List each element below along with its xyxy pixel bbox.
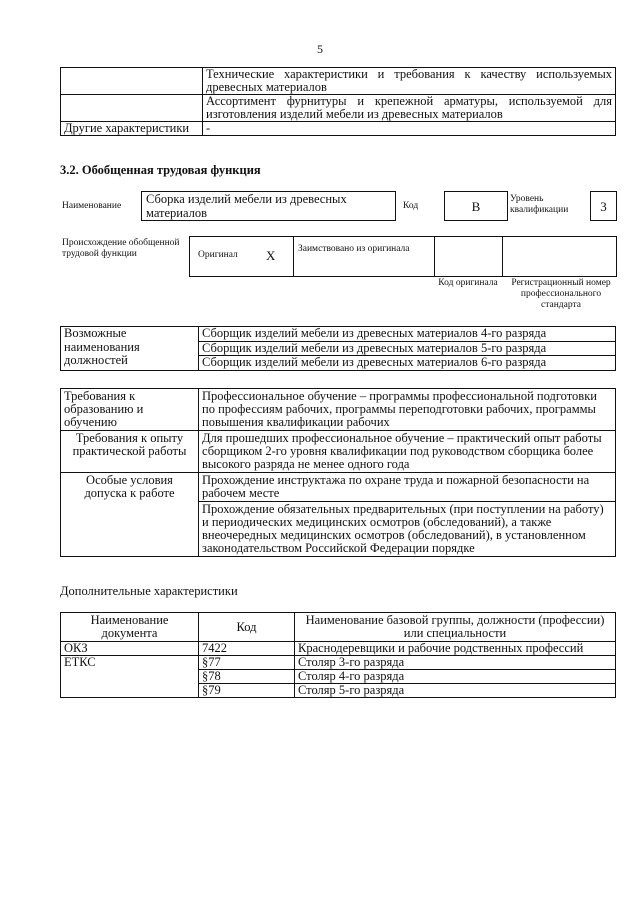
level-value: 3 [590,191,617,221]
characteristics-table [60,67,616,136]
other-characteristics-value: - [203,122,616,136]
position-item: Сборщик изделий мебели из древесных материалов 4-го разряда [199,327,616,342]
section-title: 3.2. Обобщенная трудовая функция [60,163,261,177]
original-label: Оригинал [198,250,238,260]
experience-label: Требования к опыту практической работы [61,431,199,473]
additional-title: Дополнительные характеристики [60,584,238,598]
table-cell-name: Столяр 3-го разряда [295,656,616,670]
divider [434,237,435,276]
special-conditions-label: Особые условия допуска к работе [61,473,199,557]
positions-label: Возможные наименования должностей [61,327,199,371]
code-original-caption: Код оригинала [438,278,498,288]
position-item: Сборщик изделий мебели из древесных материалов 5-го разряда [199,341,616,356]
additional-table [60,612,616,698]
origin-row-box [189,236,617,277]
name-label: Наименование [62,201,122,211]
page-number: 5 [317,42,323,56]
positions-table [60,326,616,371]
education-value: Профессиональное обучение – программы профессиональной подготовки по профессиям рабочих, программы переподготовки рабочих, программы повышения квалификации рабочих [199,389,616,431]
empty-label-cell [61,95,203,122]
gtf-name-value: Сборка изделий мебели из древесных материалов [141,191,396,221]
table-cell-doc: ЕТКС [61,656,199,698]
position-item: Сборщик изделий мебели из древесных материалов 6-го разряда [199,356,616,371]
reg-number-caption: Регистрационный номер профессионального стандарта [511,278,611,310]
header-code: Код [199,613,295,642]
other-characteristics-label: Другие характеристики [61,122,203,136]
table-cell-code: §78 [199,670,295,684]
level-label: Уровень квалификации [510,194,569,215]
divider [502,237,503,276]
table-cell-doc: ОКЗ [61,642,199,656]
table-cell-name: Столяр 5-го разряда [295,684,616,698]
characteristic-row: Ассортимент фурнитуры и крепежной арматуры, используемой для изготовления изделий мебели из древесных материалов [203,95,616,122]
divider [293,237,294,276]
table-cell-code: 7422 [199,642,295,656]
education-label: Требования к образованию и обучению [61,389,199,431]
characteristic-row: Технические характеристики и требования к качеству используемых древесных материалов [203,68,616,95]
gtf-code-value: В [444,191,508,221]
original-mark: X [266,248,276,263]
code-label: Код [403,201,419,211]
table-cell-code: §79 [199,684,295,698]
special-condition: Прохождение обязательных предварительных (при поступлении на работу) и периодических медицинских осмотров (обследований), а также внеочередных медицинских осмотров (обследований), в установленном законодательством Российской Федерации порядке [199,502,616,557]
requirements-table [60,388,616,557]
header-name: Наименование базовой группы, должности (профессии) или специальности [295,613,616,642]
empty-label-cell [61,68,203,95]
experience-value: Для прошедших профессиональное обучение – практический опыт работы сборщиком 2-го уровня квалификации под руководством сборщика более высокого разряда не менее одного года [199,431,616,473]
origin-label: Происхождение обобщенной трудовой функции [62,238,180,259]
borrowed-label: Заимствовано из оригинала [298,244,410,254]
table-cell-name: Столяр 4-го разряда [295,670,616,684]
special-condition: Прохождение инструктажа по охране труда и пожарной безопасности на рабочем месте [199,473,616,502]
table-cell-code: §77 [199,656,295,670]
header-document: Наименование документа [61,613,199,642]
table-cell-name: Краснодеревщики и рабочие родственных профессий [295,642,616,656]
